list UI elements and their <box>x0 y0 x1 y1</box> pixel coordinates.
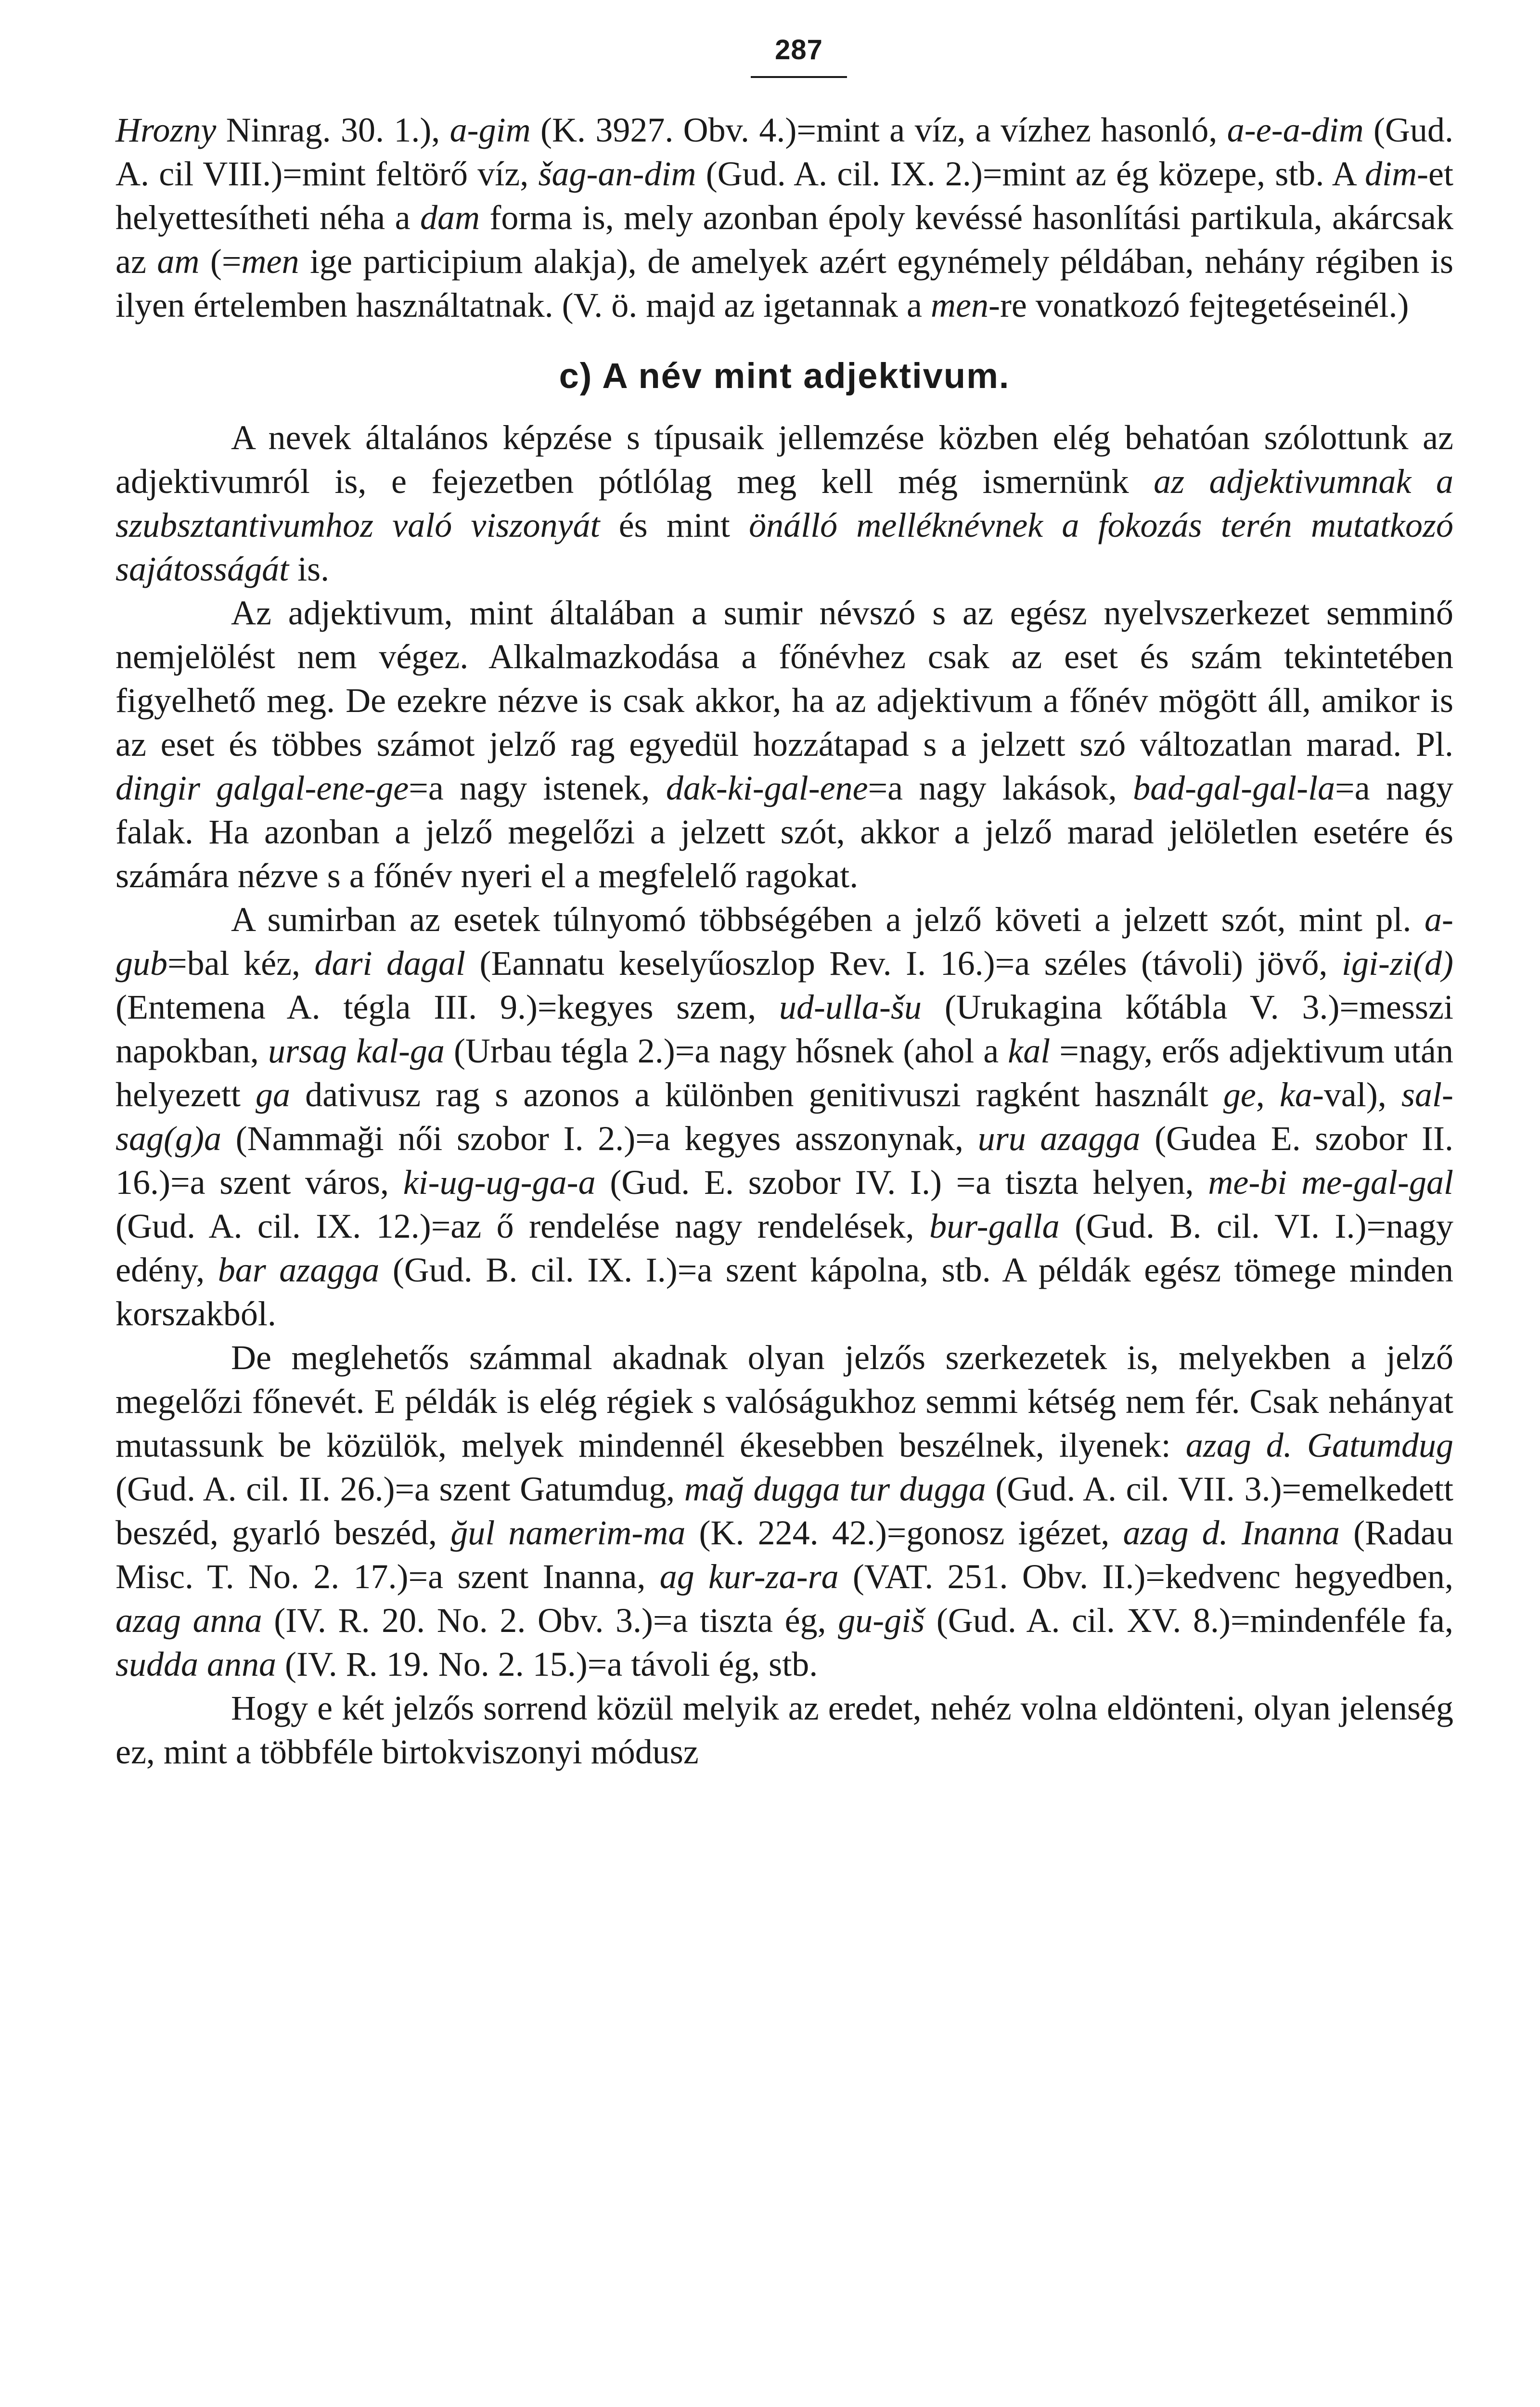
page-number: 287 <box>775 34 823 65</box>
section-heading: c) A név mint adjektivum. <box>559 356 1010 396</box>
page-number-rule <box>751 76 847 78</box>
paragraph-jelzo-koveti: A sumirban az esetek túlnyomó többségében a jelző követi a jelzett szót, mint pl. a-gub=bal kéz, dari dagal (Eannatu keselyűoszlop Rev. I. 16.)=a széles (távoli) jövő, igi-zi(d) (Entemena A. tégla III. 9.)=kegyes szem, ud-ulla-šu (Urukagina kőtábla V. 3.)=messzi napokban, ursag kal-ga (Urbau tégla 2.)=a nagy hősnek (ahol a kal =nagy, erős adjektivum után helyezett ga dativusz rag s azonos a különben genitivuszi ragként használt ge, ka-val), sal-sag(g)a (Nammaği női szobor I. 2.)=a kegyes asszonynak, uru azagga (Gudea E. szobor II. 16.)=a szent város, ki-ug-ug-ga-a (Gud. E. szobor IV. I.) =a tiszta helyen, me-bi me-gal-gal (Gud. A. cil. IX. 12.)=az ő rendelése nagy rendelések, bur-galla (Gud. B. cil. VI. I.)=nagy edény, bar azagga (Gud. B. cil. IX. I.)=a szent kápolna, stb. A példák egész tömege minden korszakból. <box>116 900 1454 1333</box>
intro-paragraph: Hrozny Ninrag. 30. 1.), a-gim (K. 3927. Obv. 4.)=mint a víz, a vízhez hasonló, a-e-a-dim (Gud. A. cil VIII.)=mint feltörő víz, šag-an-dim (Gud. A. cil. IX. 2.)=mint az ég közepe, stb. A dim-et helyettesítheti néha a dam forma is, mely azonban époly kevéssé hasonlítási partikula, akárcsak az am (=men ige participium alakja), de amelyek azért egynémely példában, nehány régiben is ilyen értelemben használtatnak. (V. ö. majd az igetannak a men-re vonatkozó fejtegetéseinél.) <box>116 111 1454 324</box>
author-name: Hrozny <box>116 111 217 149</box>
paragraph-nemjeloles: Az adjektivum, mint általában a sumir névszó s az egész nyelvszerkezet semminő nemjelölést nem végez. Alkalmazkodása a főnévhez csak az eset és szám tekintetében figyelhető meg. De ezekre nézve is csak akkor, ha az adjektivum a főnév mögött áll, amikor is az eset és többes számot jelző rag egyedül hozzátapad s a jelzett szó változatlan marad. Pl. dingir galgal-ene-ge=a nagy istenek, dak-ki-gal-ene=a nagy lakások, bad-gal-gal-la=a nagy falak. Ha azonban a jelző megelőzi a jelzett szót, akkor a jelző marad jelöletlen esetére és számára nézve s a főnév nyeri el a megfelelő ragokat. <box>116 594 1453 895</box>
paragraph-adjektivum-intro: A nevek általános képzése s típusaik jellemzése közben elég behatóan szólottunk az adjektivumról is, e fejezetben pótlólag meg kell még ismernünk az adjektivumnak a szubsztantivumhoz való viszonyát és mint önálló melléknévnek a fokozás terén mutatkozó sajátosságát is. <box>116 418 1453 588</box>
paragraph-sorrend: Hogy e két jelzős sorrend közül melyik az eredet, nehéz volna eldönteni, olyan jelenség ez, mint a többféle birtokviszonyi módusz <box>116 1689 1453 1771</box>
paragraph-jelzo-megelozi: De meglehetős számmal akadnak olyan jelzős szerkezetek is, melyekben a jelző megelőzi főnevét. E példák is elég régiek s valóságukhoz semmi kétség nem fér. Csak nehányat mutassunk be közülök, melyek mindennél ékesebben beszélnek, ilyenek: azag d. Gatumdug (Gud. A. cil. II. 26.)=a szent Gatumdug, mağ dugga tur dugga (Gud. A. cil. VII. 3.)=emelkedett beszéd, gyarló beszéd, ğul namerim-ma (K. 224. 42.)=gonosz igézet, azag d. Inanna (Radau Misc. T. No. 2. 17.)=a szent Inanna, ag kur-za-ra (VAT. 251. Obv. II.)=kedvenc hegyedben, azag anna (IV. R. 20. No. 2. Obv. 3.)=a tiszta ég, gu-giš (Gud. A. cil. XV. 8.)=mindenféle fa, sudda anna (IV. R. 19. No. 2. 15.)=a távoli ég, stb. <box>116 1338 1454 1683</box>
page-body <box>116 108 1453 1774</box>
